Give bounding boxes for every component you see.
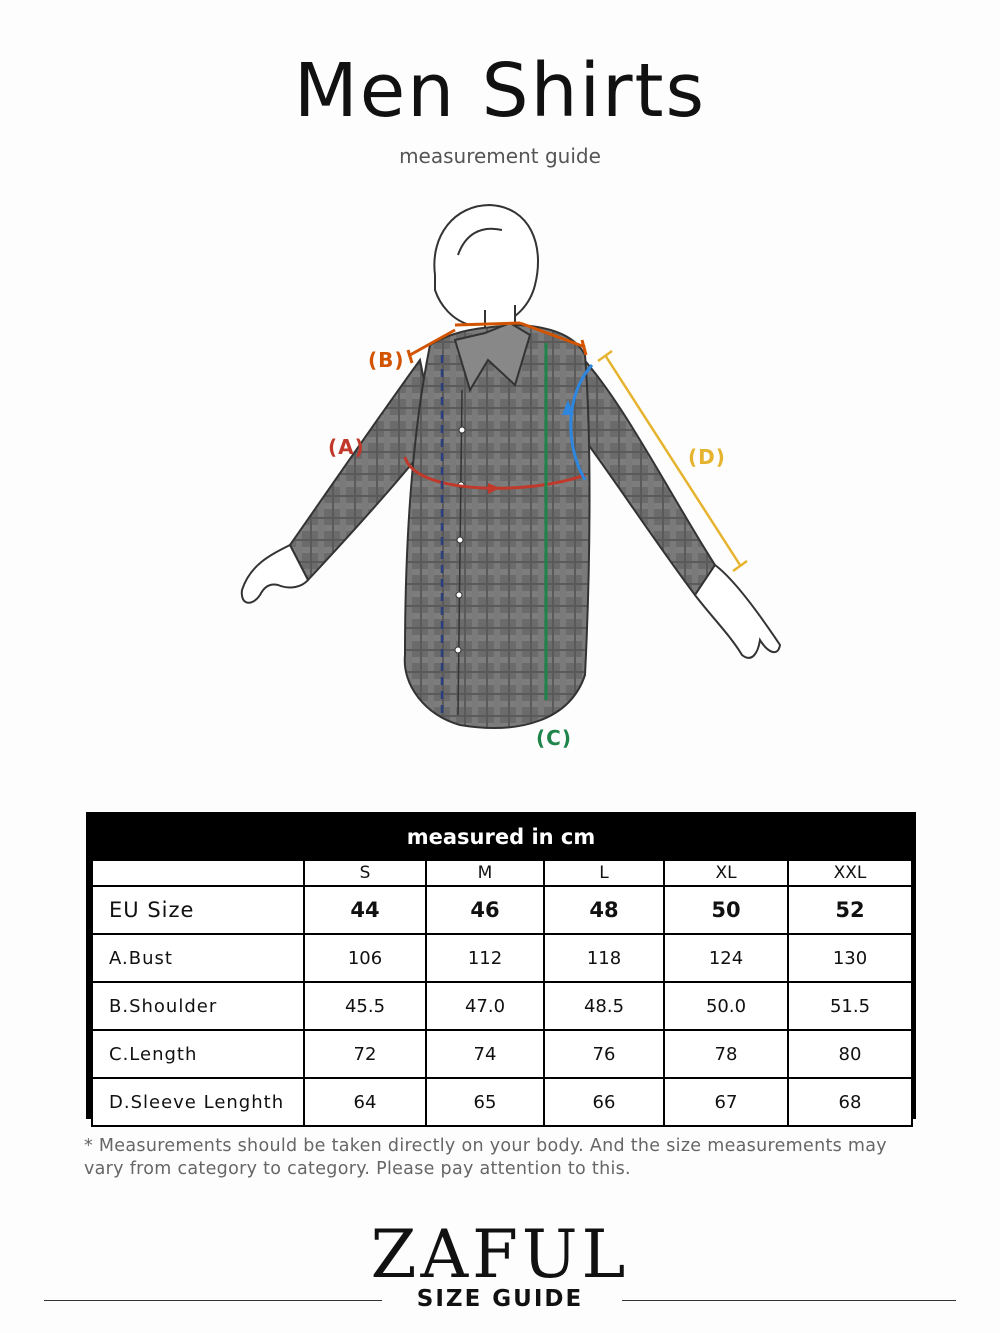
table-cell: 51.5 — [788, 982, 912, 1030]
column-header-m: M — [426, 860, 544, 886]
table-cell: 45.5 — [304, 982, 426, 1030]
table-cell: 68 — [788, 1078, 912, 1126]
label-length: (C) — [536, 726, 572, 750]
column-header-xl: XL — [664, 860, 788, 886]
table-cell: 44 — [304, 886, 426, 934]
table-cell: 72 — [304, 1030, 426, 1078]
page-subtitle: measurement guide — [399, 144, 601, 168]
row-label: A.Bust — [92, 934, 304, 982]
table-cell: 48 — [544, 886, 664, 934]
table-cell: 76 — [544, 1030, 664, 1078]
row-label: D.Sleeve Lenghth — [92, 1078, 304, 1126]
column-header-xxl: XXL — [788, 860, 912, 886]
table-row — [92, 982, 912, 1030]
table-cell: 46 — [426, 886, 544, 934]
label-shoulder: (B) — [368, 348, 405, 372]
shirt-illustration — [230, 195, 790, 765]
column-header-l: L — [544, 860, 664, 886]
table-row — [92, 934, 912, 982]
column-header — [92, 860, 304, 886]
shirt-body — [405, 325, 590, 728]
label-bust: (A) — [328, 435, 365, 459]
table-cell: 112 — [426, 934, 544, 982]
table-cell: 50 — [664, 886, 788, 934]
size-table — [86, 812, 916, 1119]
label-sleeve: (D) — [688, 445, 726, 469]
table-cell: 65 — [426, 1078, 544, 1126]
table-cell: 118 — [544, 934, 664, 982]
table-row — [92, 1030, 912, 1078]
table-cell: 66 — [544, 1078, 664, 1126]
divider-right — [622, 1300, 956, 1301]
row-label: C.Length — [92, 1030, 304, 1078]
right-hand — [695, 565, 780, 658]
table-cell: 130 — [788, 934, 912, 982]
table-cell: 47.0 — [426, 982, 544, 1030]
table-cell: 67 — [664, 1078, 788, 1126]
brand-logo: ZAFUL — [370, 1216, 630, 1293]
brand-subtitle: SIZE GUIDE — [416, 1286, 584, 1312]
measurement-note: * Measurements should be taken directly on your body. And the size measurements may vary from category to category. Please pay attention to this. — [84, 1136, 887, 1179]
right-sleeve — [570, 350, 715, 595]
page-title: Men Shirts — [293, 48, 707, 134]
table-cell: 74 — [426, 1030, 544, 1078]
head-outline — [434, 205, 538, 340]
table-row — [92, 886, 912, 934]
table-cell: 78 — [664, 1030, 788, 1078]
table-cell: 50.0 — [664, 982, 788, 1030]
table-cell: 52 — [788, 886, 912, 934]
table-cell: 124 — [664, 934, 788, 982]
row-label: B.Shoulder — [92, 982, 304, 1030]
table-cell: 48.5 — [544, 982, 664, 1030]
table-header: measured in cm — [406, 825, 596, 849]
row-label: EU Size — [92, 886, 304, 934]
table-row — [92, 1078, 912, 1126]
table-column-headers — [92, 860, 912, 886]
table-cell: 80 — [788, 1030, 912, 1078]
table-cell: 64 — [304, 1078, 426, 1126]
column-header-s: S — [304, 860, 426, 886]
table-cell: 106 — [304, 934, 426, 982]
